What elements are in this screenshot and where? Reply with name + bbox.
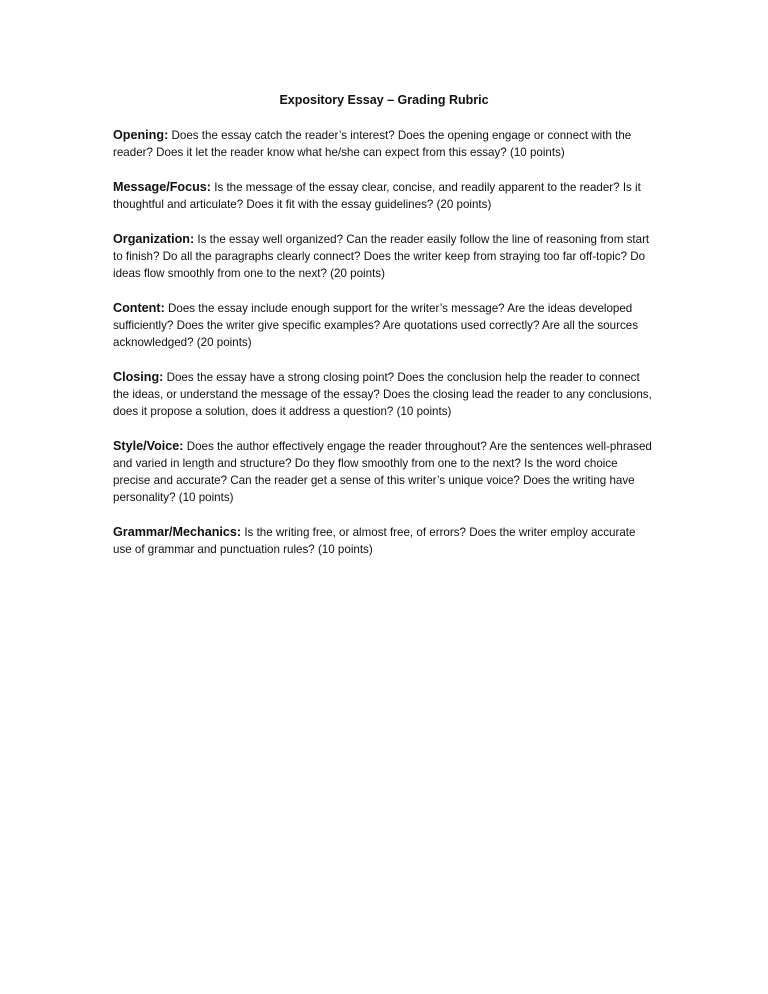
section-heading: Organization: — [113, 232, 195, 246]
section-text: Does the essay have a strong closing point? Does the conclusion help the reader to connect the ideas, or understand the message of the essay? Does the closing lead the reader to any conclusions, does it propose a solution, does it address a question? (10 points) — [113, 371, 652, 418]
section-text: Does the essay include enough support for the writer’s message? Are the ideas developed sufficiently? Does the writer give specific examples? Are quotations used correctly? Are all the sources acknowledged? (20 points) — [113, 302, 638, 349]
section-heading: Style/Voice: — [113, 439, 184, 453]
section-heading: Content: — [113, 301, 165, 315]
section-heading: Grammar/Mechanics: — [113, 525, 242, 539]
rubric-section-message-focus — [113, 179, 653, 213]
section-text: Is the essay well organized? Can the reader easily follow the line of reasoning from start to finish? Do all the paragraphs clearly connect? Does the writer keep from straying too far off-topic? Do ideas flow smoothly from one to the next? (20 points) — [113, 233, 650, 280]
rubric-section-grammar-mechanics — [113, 524, 653, 558]
rubric-section-style-voice — [113, 438, 653, 506]
section-text: Does the essay catch the reader’s interest? Does the opening engage or connect with the reader? Does it let the reader know what he/she can expect from this essay? (10 points) — [113, 129, 632, 159]
document-title: Expository Essay – Grading Rubric — [279, 93, 489, 107]
section-heading: Closing: — [113, 370, 164, 384]
rubric-section-closing — [113, 369, 653, 420]
rubric-section-content — [113, 300, 653, 351]
section-text: Is the message of the essay clear, concise, and readily apparent to the reader? Is it thoughtful and articulate? Does it fit with the essay guidelines? (20 points) — [113, 181, 641, 211]
section-text: Does the author effectively engage the reader throughout? Are the sentences well-phrased and varied in length and structure? Do they flow smoothly from one to the next? Is the word choice precise and accurate? Can the reader get a sense of this writer’s unique voice? Does the writing have personality? (10 points) — [113, 440, 652, 504]
section-heading: Message/Focus: — [113, 180, 211, 194]
rubric-section-opening — [113, 127, 653, 161]
section-text: Is the writing free, or almost free, of errors? Does the writer employ accurate use of grammar and punctuation rules? (10 points) — [113, 526, 636, 556]
rubric-section-organization — [113, 231, 653, 282]
rubric-sections — [113, 127, 653, 576]
section-heading: Opening: — [113, 128, 169, 142]
